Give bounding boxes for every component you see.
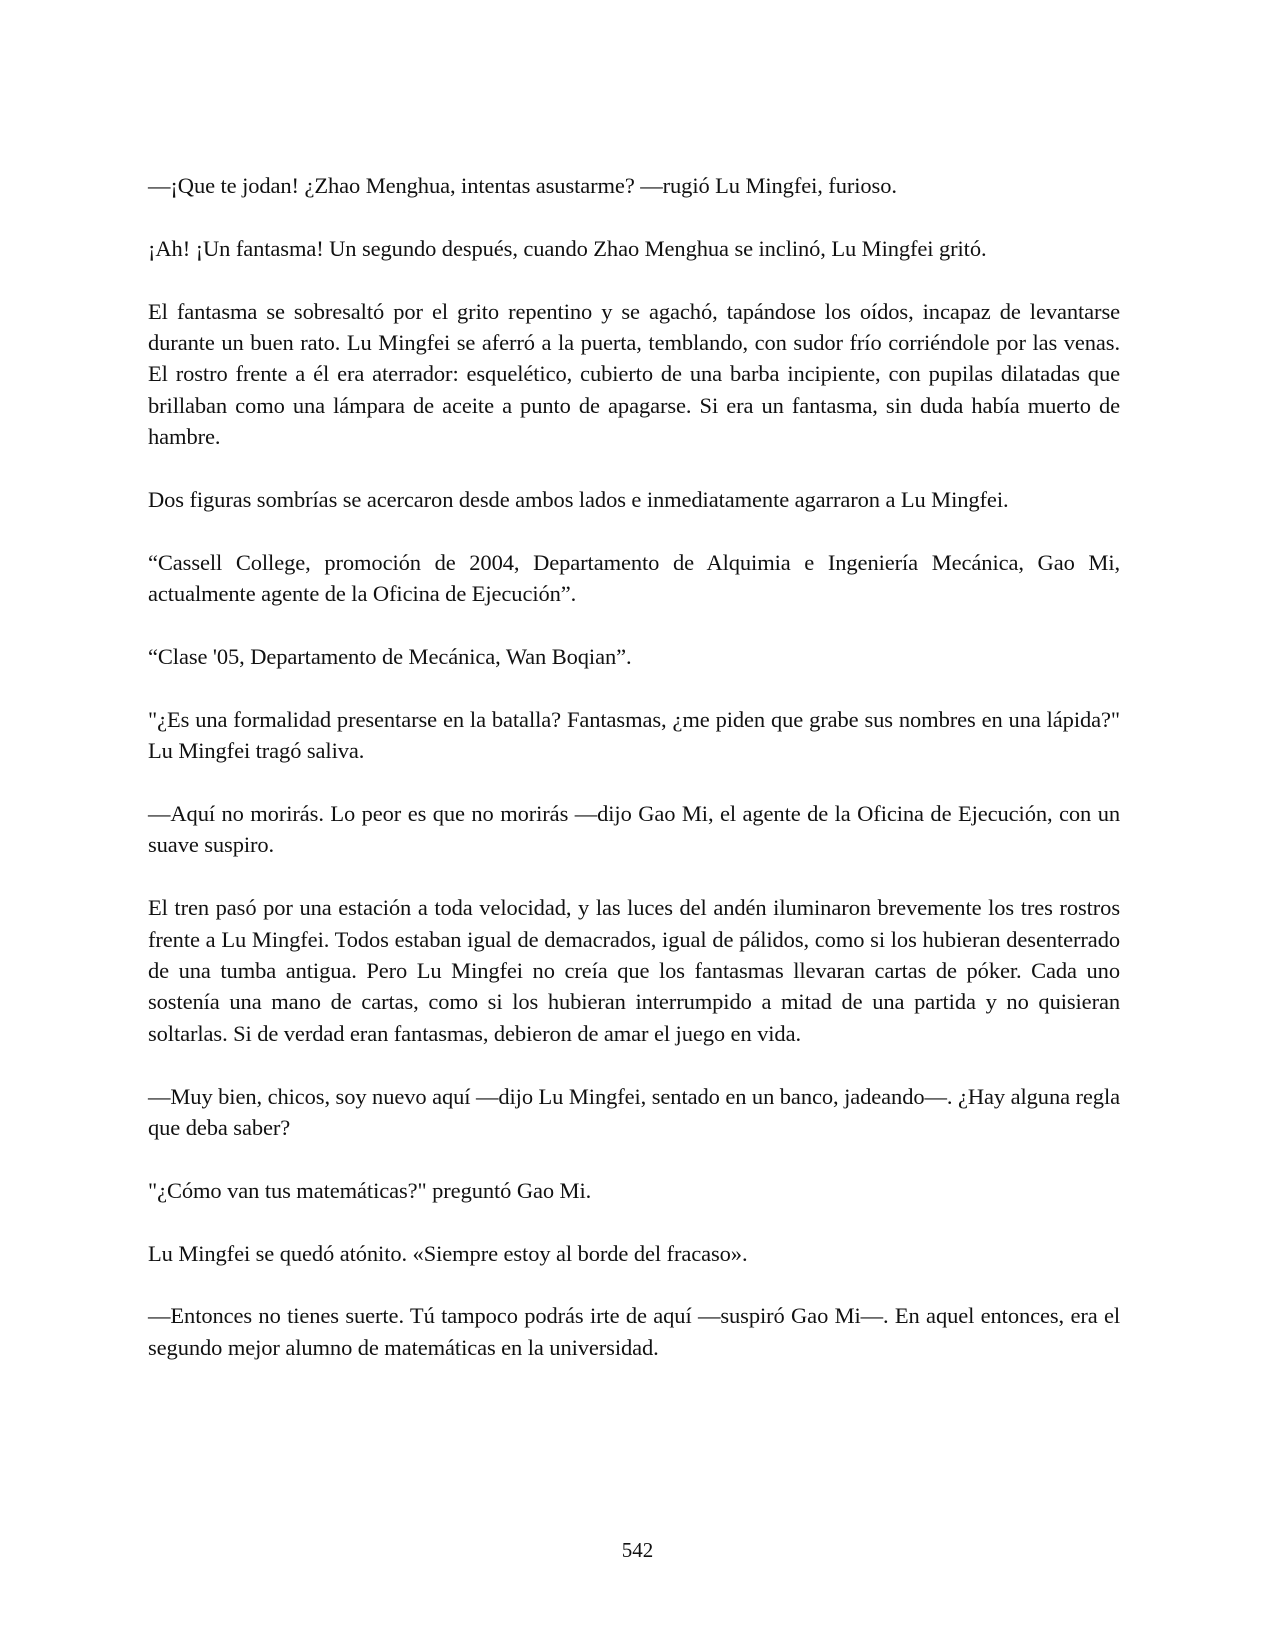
paragraph-stunned: Lu Mingfei se quedó atónito. «Siempre estoy al borde del fracaso». — [148, 1240, 748, 1266]
paragraph-rules-question: —Muy bien, chicos, soy nuevo aquí —dijo Lu Mingfei, sentado en un banco, jadeando—. ¿Hay alguna regla que deba saber? — [148, 1083, 1120, 1141]
paragraph-train-station: El tren pasó por una estación a toda velocidad, y las luces del andén iluminaron brevemente los tres rostros frente a Lu Mingfei. Todos estaban igual de demacrados, igual de pálidos, como si los hubieran desenterrado de una tumba antigua. Pero Lu Mingfei no creía que los fantasmas llevaran cartas de póker. Cada uno sostenía una mano de cartas, como si los hubieran interrumpido a mitad de una partida y no quisieran soltarlas. Si de verdad eran fantasmas, debieron de amar el juego en vida. — [148, 895, 1120, 1046]
paragraph-gao-mi-intro: “Cassell College, promoción de 2004, Departamento de Alquimia e Ingeniería Mecánica, Gao Mi, actualmente agente de la Oficina de Ejecución”. — [148, 549, 1120, 607]
paragraph-shadow-figures: Dos figuras sombrías se acercaron desde ambos lados e inmediatamente agarraron a Lu Mingfei. — [148, 487, 1009, 513]
paragraph-no-luck: —Entonces no tienes suerte. Tú tampoco podrás irte de aquí —suspiró Gao Mi—. En aquel entonces, era el segundo mejor alumno de matemáticas en la universidad. — [148, 1303, 1120, 1360]
paragraph-ghost-description: El fantasma se sobresaltó por el grito repentino y se agachó, tapándose los oídos, incapaz de levantarse durante un buen rato. Lu Mingfei se aferró a la puerta, temblando, con sudor frío corriéndole por las venas. El rostro frente a él era aterrador: esquelético, cubierto de una barba incipiente, con pupilas dilatadas que brillaban como una lámpara de aceite a punto de apagarse. Si era un fantasma, sin duda había muerto de hambre. — [148, 298, 1120, 450]
paragraph-ghost-scream: ¡Ah! ¡Un fantasma! Un segundo después, cuando Zhao Menghua se inclinó, Lu Mingfei gritó. — [148, 235, 987, 261]
paragraph-insult: —¡Que te jodan! ¿Zhao Menghua, intentas asustarme? —rugió Lu Mingfei, furioso. — [148, 173, 897, 198]
paragraph-you-wont-die: —Aquí no morirás. Lo peor es que no morirás —dijo Gao Mi, el agente de la Oficina de Ejecución, con un suave suspiro. — [148, 801, 1120, 858]
paragraph-formality-question: "¿Es una formalidad presentarse en la batalla? Fantasmas, ¿me piden que grabe sus nombres en una lápida?" Lu Mingfei tragó saliva. — [148, 706, 1120, 764]
page-body — [148, 170, 1120, 1395]
paragraph-wan-boqian-intro: “Clase '05, Departamento de Mecánica, Wan Boqian”. — [148, 644, 632, 670]
paragraph-math-question: "¿Cómo van tus matemáticas?" preguntó Gao Mi. — [148, 1177, 592, 1203]
page-number: 542 — [621, 1538, 654, 1562]
